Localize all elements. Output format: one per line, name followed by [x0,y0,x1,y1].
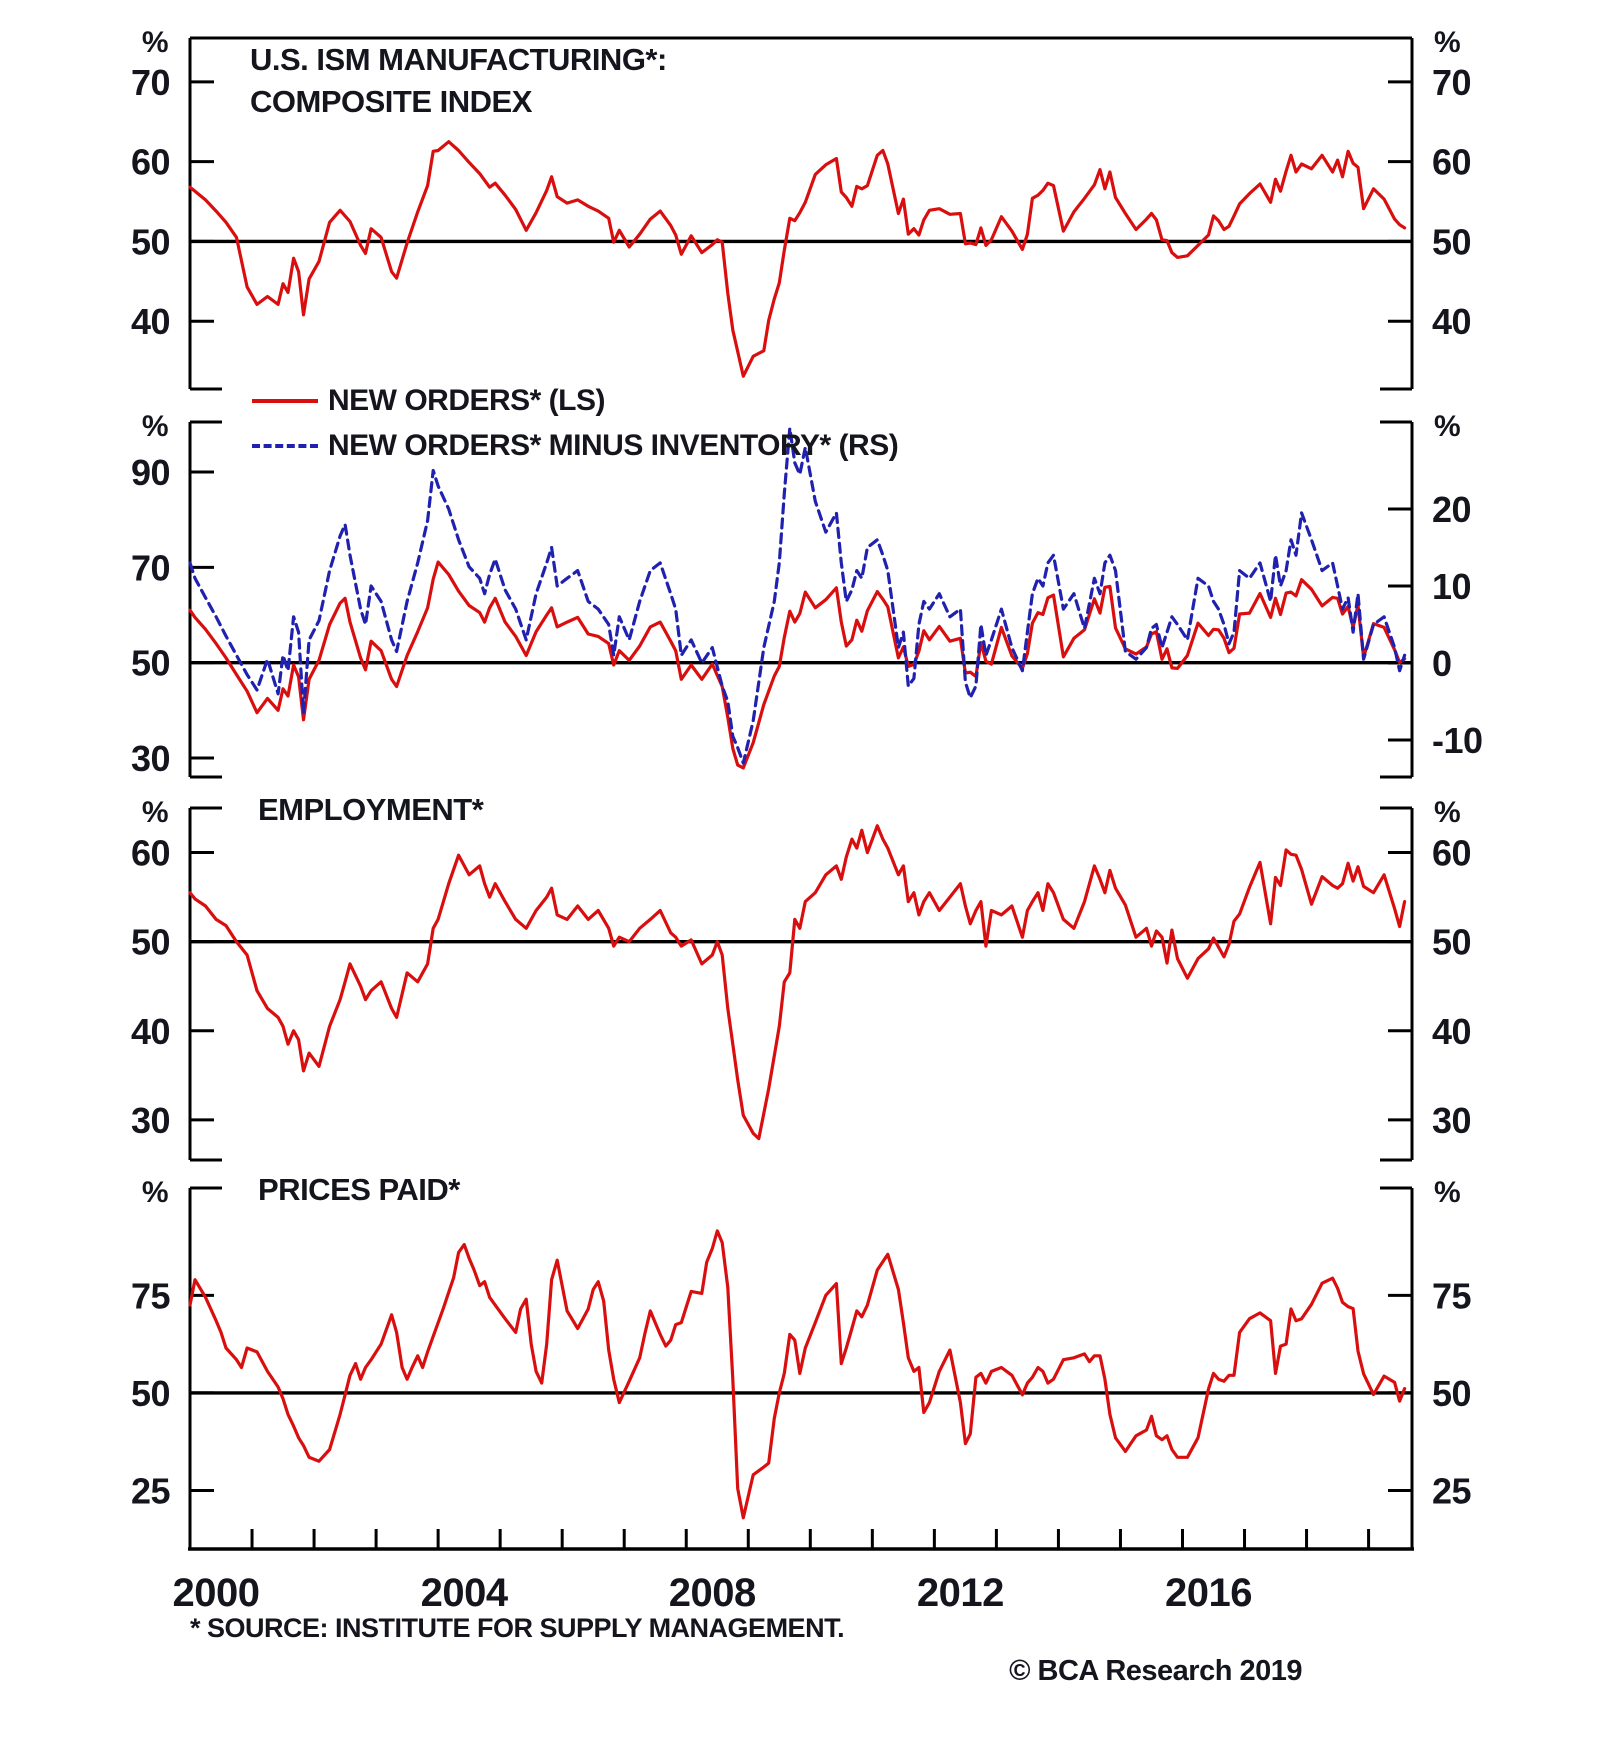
panel-title-employment: EMPLOYMENT* [258,792,484,827]
right-tick-label-prices-paid-25: 25 [1432,1470,1472,1512]
panel-title-composite-line2: COMPOSITE INDEX [250,84,532,119]
legend-line-blue-dashed [252,444,318,448]
left-tick-label-employment-40: 40 [130,1010,170,1052]
x-axis-year-label-2016: 2016 [1164,1571,1252,1615]
left-tick-label-prices-paid-75: 75 [130,1275,170,1317]
right-unit-label-prices-paid: % [1434,1176,1461,1209]
right-tick-label-employment-30: 30 [1432,1099,1472,1141]
right-tick-label-new-orders--10: -10 [1432,720,1483,762]
left-tick-label-employment-50: 50 [130,921,170,963]
right-tick-label-prices-paid-75: 75 [1432,1275,1472,1317]
source-footnote: * SOURCE: INSTITUTE FOR SUPPLY MANAGEMENT. [190,1613,845,1643]
legend-label-new-orders: NEW ORDERS* (LS) [328,384,605,417]
right-tick-label-composite-40: 40 [1432,301,1472,343]
left-tick-label-employment-30: 30 [130,1099,170,1141]
left-tick-label-new-orders-70: 70 [130,547,170,589]
left-tick-label-new-orders-90: 90 [130,452,170,494]
x-axis-year-label-2008: 2008 [668,1571,756,1615]
left-unit-label-prices-paid: % [141,1176,168,1209]
series-new-orders-ls [190,562,1405,768]
right-tick-label-composite-70: 70 [1432,61,1472,103]
copyright-notice: © BCA Research 2019 [1009,1655,1302,1687]
legend-line-red-solid [252,399,318,403]
x-axis-year-label-2012: 2012 [916,1571,1004,1615]
right-tick-label-composite-60: 60 [1432,141,1472,183]
left-tick-label-composite-50: 50 [130,221,170,263]
series-prices-paid [190,1231,1405,1518]
left-tick-label-composite-70: 70 [130,61,170,103]
right-tick-label-prices-paid-50: 50 [1432,1372,1472,1414]
series-new-orders-minus-inventory-rs [190,428,1405,763]
panel-title-prices-paid: PRICES PAID* [258,1172,460,1207]
x-axis-year-label-2000: 2000 [172,1571,260,1615]
left-unit-label-composite: % [141,26,168,59]
right-tick-label-new-orders-0: 0 [1432,643,1452,685]
right-tick-label-new-orders-20: 20 [1432,489,1472,531]
right-tick-label-composite-50: 50 [1432,221,1472,263]
panel-title-composite-line1: U.S. ISM MANUFACTURING*: [250,42,667,77]
series-employment [190,826,1405,1139]
legend-label-new-orders-minus-inventory: NEW ORDERS* MINUS INVENTORY* (RS) [328,429,899,462]
right-unit-label-composite: % [1434,26,1461,59]
left-tick-label-new-orders-50: 50 [130,642,170,684]
right-tick-label-employment-40: 40 [1432,1010,1472,1052]
series-composite-index [190,142,1405,377]
right-tick-label-new-orders-10: 10 [1432,566,1472,608]
left-unit-label-new-orders: % [141,410,168,443]
left-tick-label-new-orders-30: 30 [130,737,170,779]
left-tick-label-composite-60: 60 [130,141,170,183]
legend-item-new-orders-minus-inventory [252,429,898,463]
x-axis-year-label-2004: 2004 [420,1571,508,1615]
left-tick-label-employment-60: 60 [130,832,170,874]
right-tick-label-employment-50: 50 [1432,921,1472,963]
legend-item-new-orders [252,384,605,418]
left-unit-label-employment: % [141,796,168,829]
left-tick-label-composite-40: 40 [130,301,170,343]
right-unit-label-employment: % [1434,796,1461,829]
left-tick-label-prices-paid-50: 50 [130,1372,170,1414]
left-tick-label-prices-paid-25: 25 [130,1470,170,1512]
right-unit-label-new-orders: % [1434,410,1461,443]
right-tick-label-employment-60: 60 [1432,832,1472,874]
